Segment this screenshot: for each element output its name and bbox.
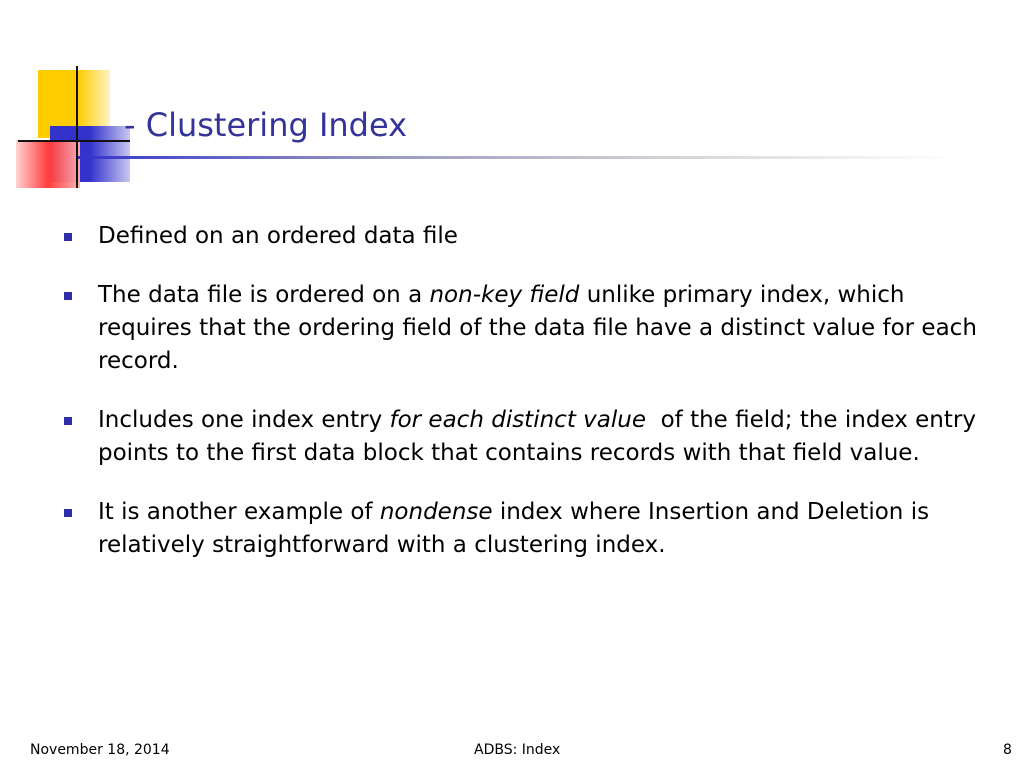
- slide-title: - Clustering Index: [124, 106, 408, 144]
- bullet-text-emphasis: for each distinct value: [389, 407, 646, 433]
- footer-date: November 18, 2014: [30, 742, 170, 758]
- bullet-text: Defined on an ordered data file: [98, 223, 458, 249]
- bullet-text-before: It is another example of: [98, 499, 380, 525]
- bullet-text-after: index where Insertion and Deletion is relatively straightforward with a clustering index.: [98, 499, 930, 558]
- bullet-item: [60, 496, 990, 562]
- bullet-text-after: of the field; the index entry points to the first data block that contains records with that field value.: [98, 407, 984, 466]
- square-bullet-icon: [64, 417, 72, 425]
- page-number: 8: [1003, 742, 1012, 758]
- square-bullet-icon: [64, 509, 72, 517]
- bullet-text-after: unlike primary index, which requires that the ordering field of the data file have a distinct value for each record.: [98, 282, 977, 374]
- square-bullet-icon: [64, 292, 72, 300]
- title-underline: [78, 156, 958, 159]
- footer-title: ADBS: Index: [474, 742, 561, 758]
- bullet-list: [60, 220, 990, 588]
- square-bullet-icon: [64, 233, 72, 241]
- logo-horizontal-line: [18, 140, 130, 142]
- bullet-text-emphasis: nondense: [379, 499, 493, 525]
- bullet-text-before: The data file is ordered on a: [98, 282, 430, 308]
- bullet-item: [60, 220, 990, 253]
- logo-vertical-line: [76, 66, 78, 188]
- bullet-item: [60, 279, 990, 378]
- bullet-text-before: Includes one index entry: [98, 407, 390, 433]
- decorative-logo-icon: [0, 0, 140, 200]
- bullet-item: [60, 404, 990, 470]
- logo-red-square: [16, 140, 80, 188]
- bullet-text-emphasis: non-key field: [429, 282, 580, 308]
